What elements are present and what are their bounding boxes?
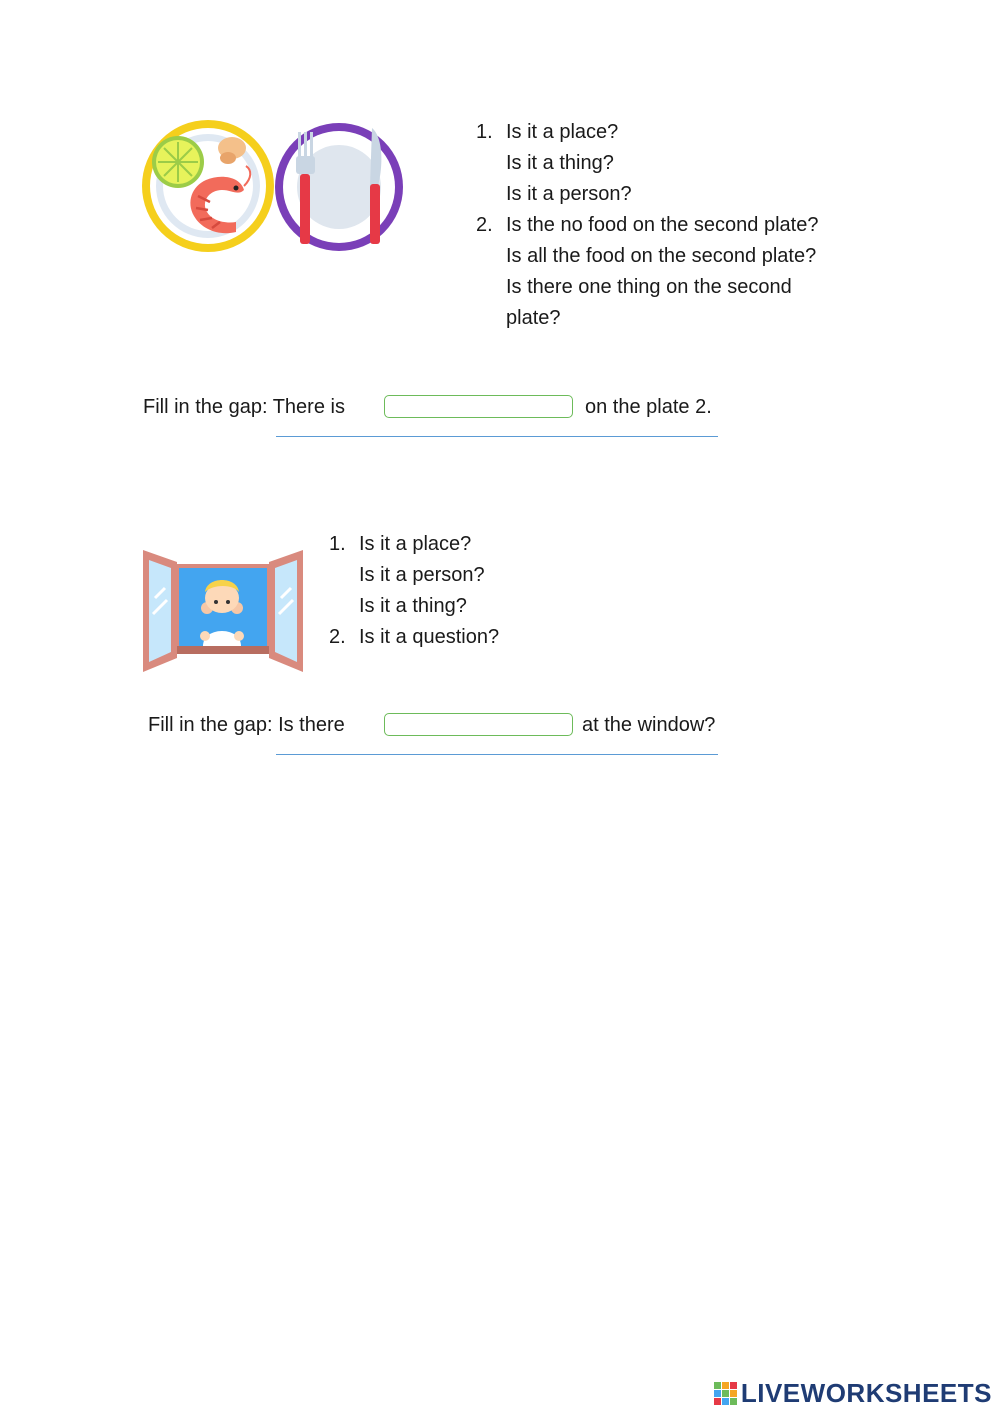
gap-answer-input-2[interactable] bbox=[384, 713, 573, 736]
question-line: Is it a person? bbox=[506, 183, 632, 205]
question-line: Is it a place? bbox=[359, 533, 472, 555]
answer-underline bbox=[276, 436, 718, 437]
question-line: Is the no food on the second plate? bbox=[506, 214, 819, 236]
answer-underline bbox=[276, 754, 718, 755]
question-line: Is it a place? bbox=[506, 121, 619, 143]
empty-plate-image bbox=[274, 122, 404, 252]
window-child-image bbox=[141, 548, 305, 674]
food-plate-image bbox=[140, 118, 276, 254]
question-line: plate? bbox=[506, 307, 561, 329]
gap-answer-input-1[interactable] bbox=[384, 395, 573, 418]
fill-suffix: at the window? bbox=[582, 714, 716, 736]
question-number: 2. bbox=[329, 626, 346, 648]
question-line: Is all the food on the second plate? bbox=[506, 245, 817, 267]
question-line: Is it a question? bbox=[359, 626, 500, 648]
logo-text: LIVEWORKSHEETS bbox=[740, 1378, 992, 1408]
question-number: 1. bbox=[329, 533, 346, 555]
logo-grid-icon bbox=[714, 1382, 738, 1406]
fill-prefix: Fill in the gap: There is bbox=[143, 396, 345, 418]
question-number: 1. bbox=[476, 121, 493, 143]
question-line: Is it a person? bbox=[359, 564, 485, 586]
liveworksheets-logo bbox=[714, 1378, 992, 1409]
question-line: Is there one thing on the second bbox=[506, 276, 792, 298]
fill-suffix: on the plate 2. bbox=[585, 396, 712, 418]
question-line: Is it a thing? bbox=[506, 152, 614, 174]
fill-prefix: Fill in the gap: Is there bbox=[148, 714, 345, 736]
question-number: 2. bbox=[476, 214, 493, 236]
question-line: Is it a thing? bbox=[359, 595, 467, 617]
